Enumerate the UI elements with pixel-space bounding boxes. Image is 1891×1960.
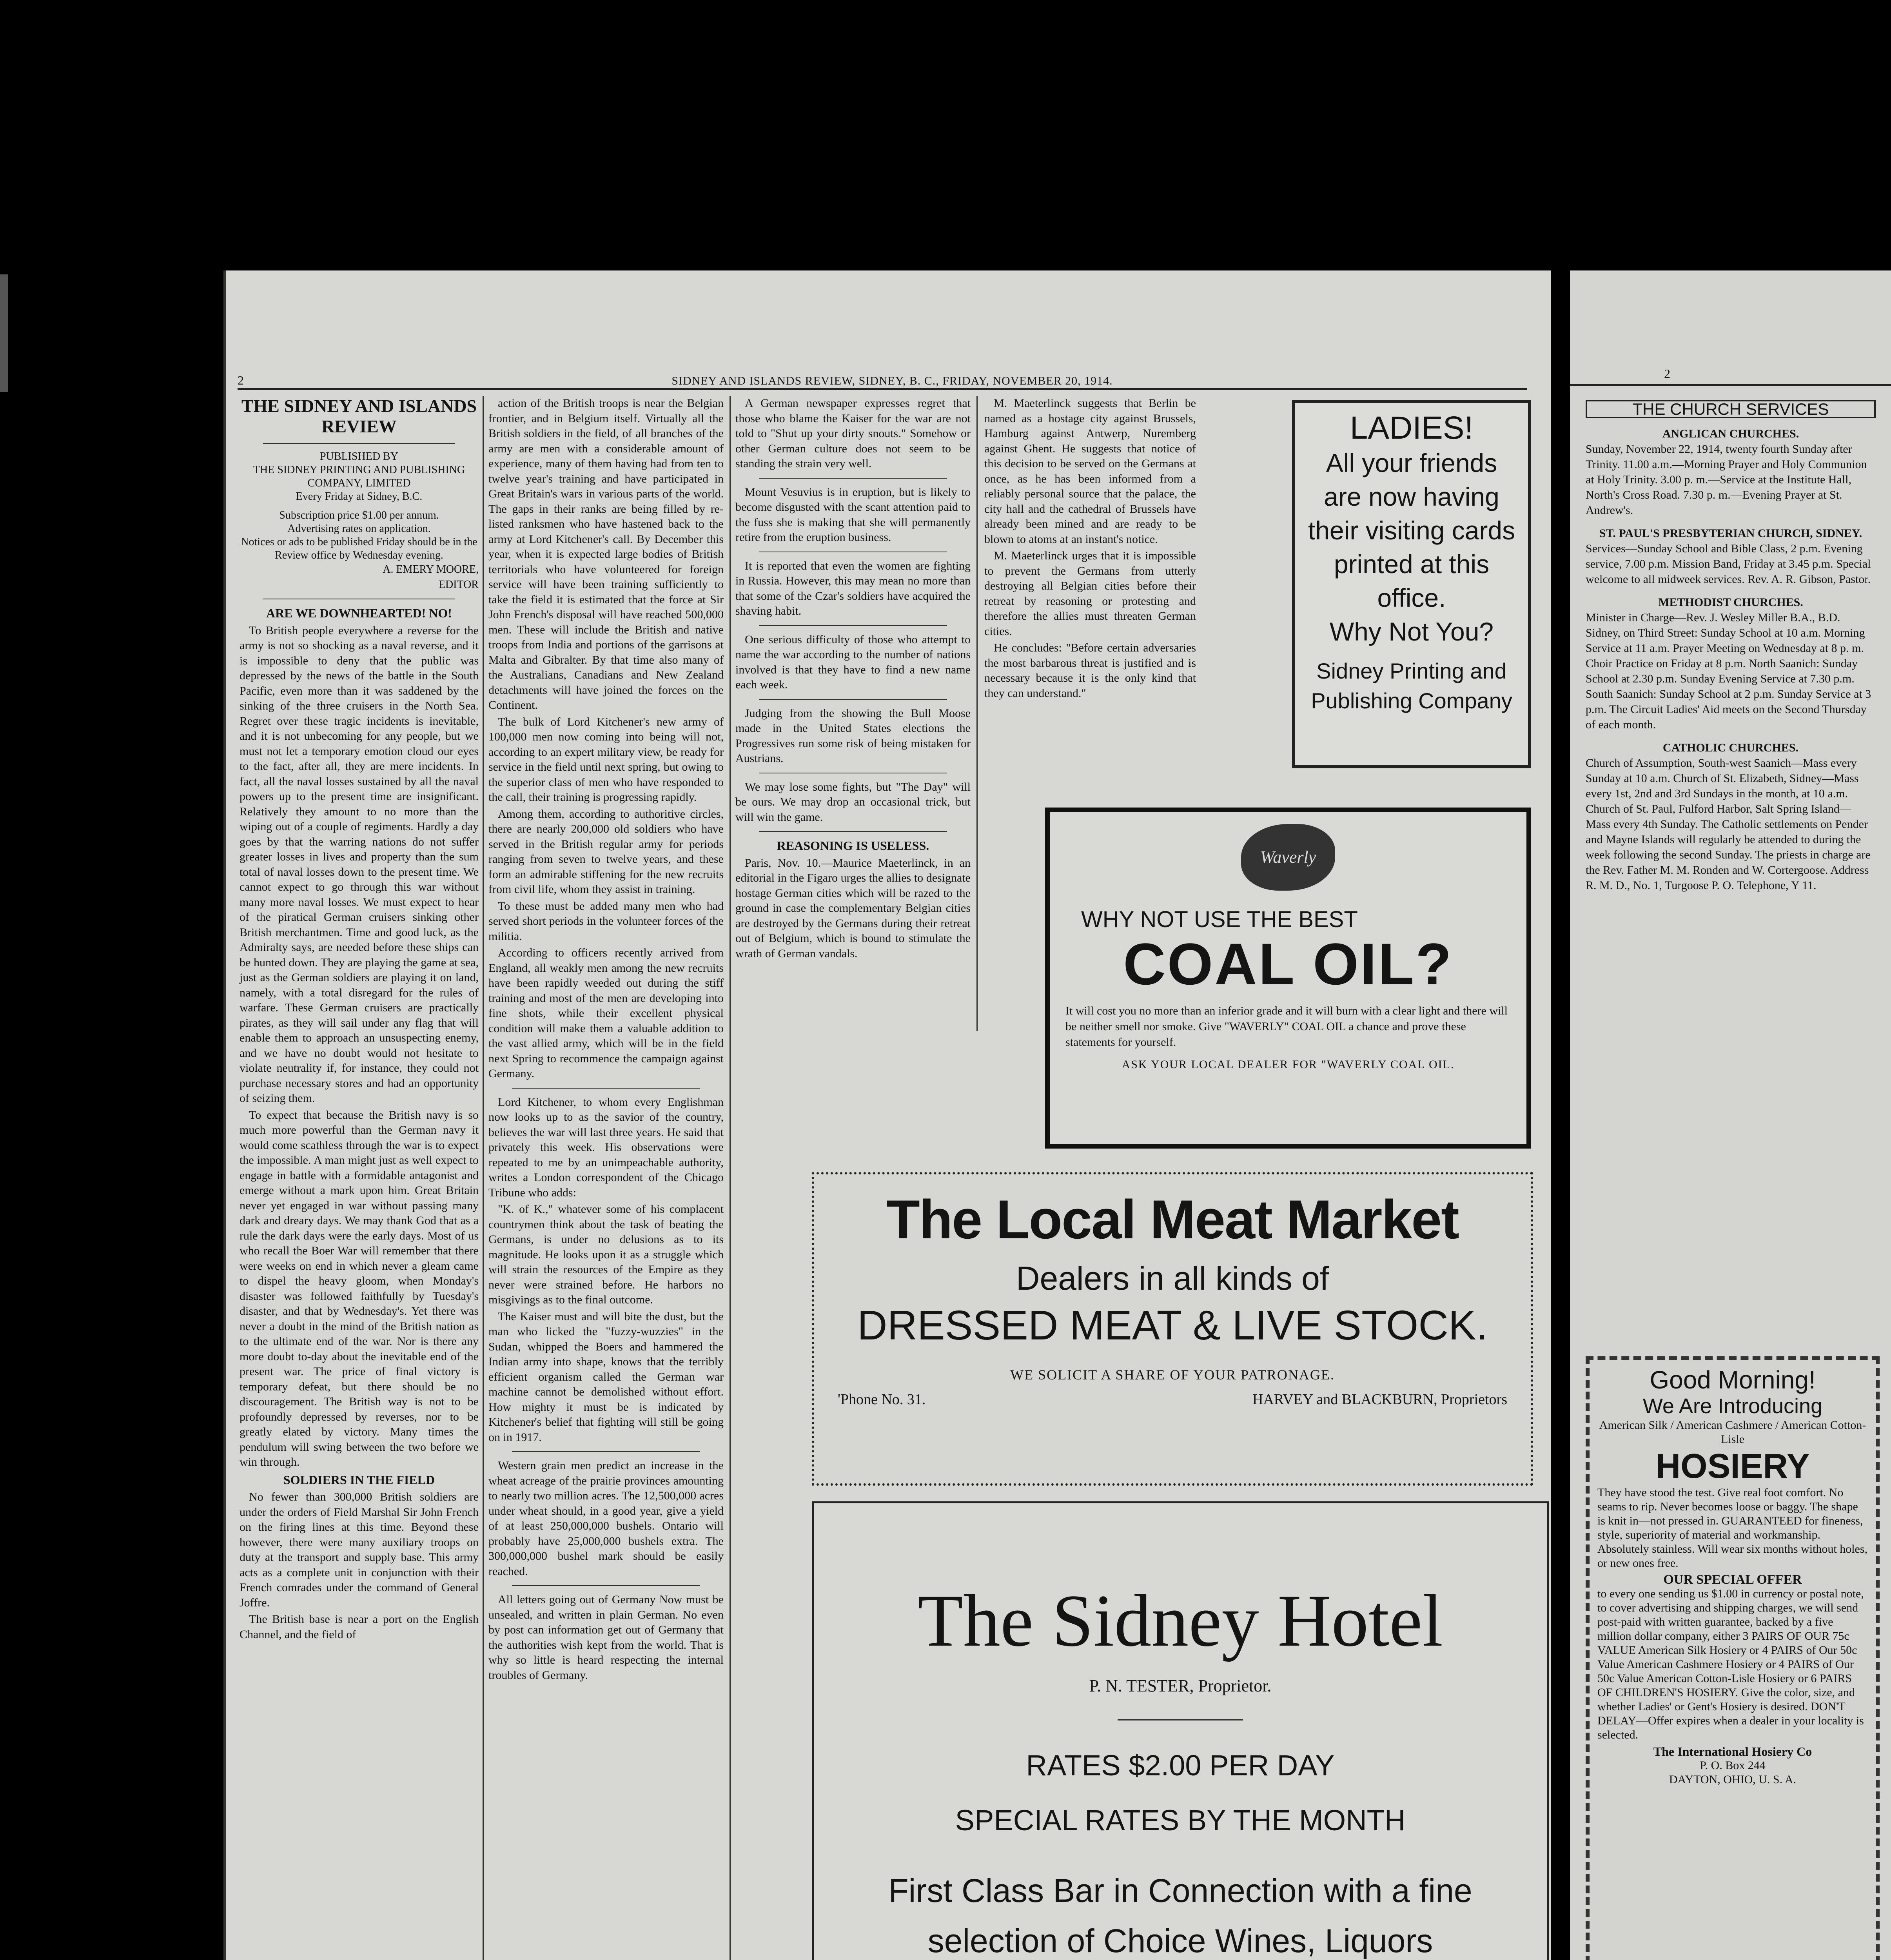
- headline-soldiers: SOLDIERS IN THE FIELD: [283, 1472, 435, 1487]
- waverly-logo: Waverly: [1241, 824, 1335, 891]
- article-paragraph: The bulk of Lord Kitchener's new army of 100,000 men now coming into being will not, according to an expert military view, be ready for service in the field until next spring, but owing to the superior class of men who have responded to the call, their training is progressing rapidly.: [488, 715, 724, 804]
- anglican-heading: ANGLICAN CHURCHES.: [1662, 427, 1799, 440]
- article-paragraph: According to officers recently arrived from England, all weakly men among the new recruits have been rapidly weeded out during the stiff training and most of the men are developing into fine shots, while their excellent physical condition will make them a valuable addition to the vast allied army, which will be in the field next Spring to recommence the campaign against Germany.: [488, 946, 724, 1080]
- hotel-title: The Sidney Hotel: [917, 1580, 1443, 1662]
- article-paragraph: It is reported that even the women are fighting in Russia. However, this may mean no more than that some of the Czar's soldiers have acquired the shaving habit.: [735, 559, 971, 617]
- article-paragraph: No fewer than 300,000 British soldiers are under the orders of Field Marshal Sir John French on the firing lines at this time. Beyond these however, there were many auxiliary troops on duty at the transport and supply base. This army acts as a complete unit in conjunction with their French comrades under the command of General Joffre.: [240, 1490, 479, 1609]
- article-paragraph: Mount Vesuvius is in eruption, but is likely to become disgusted with the scant attention paid to the fuss she is making that she will permanently retire from the eruption business.: [735, 485, 971, 544]
- article-paragraph: To expect that because the British navy is so much more powerful than the German navy it would come scathless through the war is to expect the impossible. A man might just as well expect to engage in battle with a formidable antagonist and emerge without a mark upon him. Great Britain never yet engaged in war without passing many dark and dreary days. We may thank God that as a rule the dark days were the early days. Most of us who recall the Boer War will remember that there were weeks on end in which never a gleam came to dispel the heavy gloom, when Monday's disaster was followed faithfully by Tuesday's disaster, and that by Wednesday's. Yet there was never a doubt in the mind of the British nation as to the ultimate end of the war. Nor is there any more doubt to-day about the inevitable end of the present war. The price of final victory is temporary defeat, but there should be no discouragement. The British way is not to be profoundly depressed by reverses, nor to be greatly elated by victory. Many times the pendulum will swing between the two before we win through.: [240, 1108, 479, 1468]
- newspaper-page: [223, 270, 1551, 1960]
- hosiery-title: HOSIERY: [1655, 1446, 1810, 1485]
- paper-title: THE SIDNEY AND ISLANDS REVIEW: [241, 396, 477, 436]
- coal-ask: ASK YOUR LOCAL DEALER FOR "WAVERLY COAL OIL.: [1122, 1058, 1455, 1071]
- anglican-text: Sunday, November 22, 1914, twenty fourth Sunday after Trinity. 11.00 a.m.—Morning Prayer and Holy Communion at Holy Trinity. 3.00 p. m.—Service at the Institute Hall, North's Cross Road. 7.30 p. m.—Evening Prayer at St. Andrew's.: [1586, 443, 1867, 517]
- article-paragraph: Among them, according to authoritive circles, there are nearly 200,000 old soldiers who have served in the British regular army for periods ranging from seven to twelve years, and these form an admirable stiffening for the new recruits from civil life, whom they assist in training.: [488, 807, 724, 896]
- article-paragraph: Western grain men predict an increase in the wheat acreage of the prairie provinces amounting to nearly two million acres. The 12,500,000 acres under wheat should, in a good year, give a yield of at least 250,000,000 bushels. Ontario will probably have 25,000,000 bushels extra. The 300,000,000 bushel mark should be easily reached.: [488, 1459, 724, 1578]
- sidney-hotel-ad: [812, 1501, 1549, 1960]
- article-paragraph: Judging from the showing the Bull Moose made in the United States elections the Progressives run some risk of being mistaken for Austrians.: [735, 706, 971, 765]
- article-paragraph: The Kaiser must and will bite the dust, but the man who licked the "fuzzy-wuzzies" in the Sudan, whipped the Boers and hammered the Indian army into shape, knows that the terribly efficient organism called the German war machine cannot be demolished without effort. How mighty it must be is indicated by Kitchener's belief that fighting will still be going on in 1917.: [488, 1310, 724, 1444]
- church-heading: THE CHURCH SERVICES: [1586, 400, 1876, 418]
- ad-line: All your friends: [1326, 448, 1497, 477]
- meat-dressed: DRESSED MEAT & LIVE STOCK.: [857, 1302, 1488, 1348]
- ad-line: their visiting cards: [1308, 516, 1515, 545]
- meat-phone: 'Phone No. 31.: [838, 1391, 926, 1408]
- headline-downhearted: ARE WE DOWNHEARTED! NO!: [266, 606, 452, 620]
- hosiery-body: They have stood the test. Give real foot comfort. No seams to rip. Never becomes loose or baggy. The shape is knit in—not pressed in. GUARANTEED for fineness, style, superiority of material and workmanship. Absolutely stainless. Will wear six months without holes, or new ones free.: [1597, 1486, 1868, 1570]
- adjacent-page: [1570, 270, 1891, 1960]
- article-paragraph: We may lose some fights, but "The Day" will be ours. We may drop an occasional trick, but will win the game.: [735, 780, 971, 824]
- coal-body: It will cost you no more than an inferior grade and it will burn with a clear light and there will be neither smell nor smoke. Give "WAVERLY" COAL OIL a chance and prove these statements for yourself.: [1065, 1004, 1508, 1049]
- column-3: [735, 396, 971, 963]
- meat-market-ad: [812, 1172, 1533, 1486]
- article-paragraph: He concludes: "Before certain adversaries the most barbarous threat is justified and is necessary because it is the only kind that they can understand.": [984, 641, 1196, 700]
- hosiery-offer-heading: OUR SPECIAL OFFER: [1663, 1572, 1802, 1587]
- meat-proprietors: HARVEY and BLACKBURN, Proprietors: [1252, 1391, 1507, 1408]
- hosiery-ad: [1586, 1356, 1880, 1960]
- article-paragraph: The British base is near a port on the English Channel, and the field of: [240, 1613, 479, 1641]
- hotel-rates: RATES $2.00 PER DAY: [1026, 1749, 1335, 1782]
- column-1: [240, 396, 479, 1644]
- hosiery-intro: We Are Introducing: [1642, 1394, 1823, 1418]
- masthead-rule: [238, 388, 1527, 390]
- article-paragraph: One serious difficulty of those who attempt to name the war according to the number of nations involved is that they have to find a new name each week.: [735, 633, 971, 691]
- methodist-heading: METHODIST CHURCHES.: [1658, 596, 1803, 609]
- ad-line: printed at this: [1334, 550, 1490, 579]
- article-paragraph: Paris, Nov. 10.—Maurice Maeterlinck, in an editorial in the Figaro urges the allies to designate hostage German cities which will be razed to the ground in case the complementary Belgian cities are destroyed by the Germans during their retreat out of Belgium, which is bound to stimulate the wrath of German vandals.: [735, 856, 971, 960]
- article-paragraph: action of the British troops is near the Belgian frontier, and in Belgium itself. Virtually all the British soldiers in the field, of all branches of the army are men with a considerable amount of experience, many of them having had from ten to twelve year's training and have participated in Great Britain's wars in various parts of the world. The gaps in their ranks are being filled by re-listed ranksmen who have hastened back to the army at Lord Kitchener's call. By December this year, when it is expected large bodies of British territorials who have volunteered for foreign service will have been training sufficiently to take the field it is estimated that the force at Sir John French's disposal will have reached 500,000 men. These will include the British and native troops from India and portions of the garrisons at Malta and Gibralter. By that time also many of the Australians, Canadians and New Zealand detachments will have joined the forces on the Continent.: [488, 397, 724, 711]
- ladies-ad: [1292, 400, 1531, 768]
- presbyterian-text: Services—Sunday School and Bible Class, 2 p.m. Evening service, 7.00 p.m. Mission Band, Friday at 3.45 p.m. Special welcome to all midweek services. Rev. A. R. Gibson, Pastor.: [1586, 542, 1871, 586]
- column-2: [488, 396, 724, 1684]
- page-number: 2: [238, 373, 244, 387]
- meat-title: The Local Meat Market: [886, 1189, 1459, 1250]
- article-paragraph: All letters going out of Germany Now must be unsealed, and written in plain German. No even by post can information get out of Germany that the authorities wish kept from the world. That is why so little is heard respecting the internal troubles of Germany.: [488, 1593, 724, 1682]
- hosiery-offer: to every one sending us $1.00 in currency or postal note, to cover advertising and shipping charges, we will send post-paid with written guarantee, backed by a five million dollar company, either 3 PAIRS OF OUR 75c VALUE American Silk Hosiery or 4 PAIRS of Our 50c Value American Cashmere Hosiery or 4 PAIRS of Our 50c Value American Cotton-Lisle Hosiery or 6 PAIRS OF CHILDREN'S HOSIERY. Give the color, size, and whether Ladies' or Gent's Hosiery is desired. DON'T DELAY—Offer expires when a dealer in your locality is selected.: [1597, 1587, 1864, 1741]
- notice: Notices or ads to be published Friday should be in the Review office by Wednesday evening.: [241, 536, 477, 561]
- ad-line: Sidney Printing and: [1316, 659, 1507, 683]
- page-number: 2: [1664, 367, 1670, 381]
- frequency: Every Friday at Sidney, B.C.: [296, 490, 423, 503]
- hotel-special-rates: SPECIAL RATES BY THE MONTH: [955, 1804, 1406, 1837]
- coal-headline: COAL OIL?: [1123, 931, 1453, 997]
- left-edge: [0, 274, 8, 392]
- hosiery-company: The International Hosiery Co: [1653, 1744, 1812, 1759]
- publisher: THE SIDNEY PRINTING AND PUBLISHING COMPANY, LIMITED: [253, 464, 465, 489]
- hosiery-address: DAYTON, OHIO, U. S. A.: [1669, 1773, 1797, 1786]
- methodist-text: Minister in Charge—Rev. J. Wesley Miller B.A., B.D. Sidney, on Third Street: Sunday School at 10 a.m. Morning Service at 11 a.m. Prayer Meeting on Wednesday at 8 p. m. Choir Practice on Friday at 8 p.m. North Saanich: Sunday School at 2.30 p.m. Sunday Evening Service at 7.30 p.m. South Saanich: Sunday School at 2 p.m. Sunday Service at 3 p.m. The Circuit Ladies' Aid meets on the Second Thursday of each month.: [1586, 611, 1871, 731]
- column-rule: [730, 396, 731, 1960]
- hotel-proprietor: P. N. TESTER, Proprietor.: [1089, 1676, 1272, 1695]
- advertising: Advertising rates on application.: [287, 523, 431, 535]
- article-paragraph: To these must be added many men who had served short periods in the volunteer forces of the militia.: [488, 899, 724, 943]
- column-rule: [483, 396, 484, 1960]
- coal-why: WHY NOT USE THE BEST: [1081, 907, 1358, 932]
- article-paragraph: M. Maeterlinck urges that it is impossible to prevent the Germans from utterly destroying all Belgian cities before their retreat by reasoning or protesting and therefore the allies must threaten German cities.: [984, 549, 1196, 638]
- subscription: Subscription price $1.00 per annum.: [279, 509, 439, 521]
- column-4: [984, 396, 1196, 702]
- church-services-column: [1586, 400, 1876, 893]
- column-rule: [976, 396, 978, 1031]
- presbyterian-heading: ST. PAUL'S PRESBYTERIAN CHURCH, SIDNEY.: [1599, 527, 1862, 540]
- hosiery-greeting: Good Morning!: [1650, 1366, 1816, 1394]
- coal-oil-ad: [1045, 808, 1531, 1149]
- ad-line: are now having: [1324, 482, 1499, 511]
- catholic-heading: CATHOLIC CHURCHES.: [1662, 741, 1799, 754]
- article-paragraph: Lord Kitchener, to whom every Englishman now looks up to as the savior of the country, believes the war will last three years. He said that privately this week. His observations were repeated to me by an unimpeachable authority, writes a London correspondent of the Chicago Tribune who adds:: [488, 1095, 724, 1199]
- published-by: PUBLISHED BY: [320, 450, 398, 463]
- editor-title: EDITOR: [438, 578, 479, 591]
- article-paragraph: M. Maeterlinck suggests that Berlin be named as a hostage city against Brussels, Hamburg against Antwerp, Nuremberg against Ghent. He suggests that notice of this decision to be served on the Germans at once, as he has been informed from a reliably personal source that the palace, the city hall and the cathedral of Brussels have already been mined and are ready to be blown to atoms at an instant's notice.: [984, 397, 1196, 546]
- meat-solicit: WE SOLICIT A SHARE OF YOUR PATRONAGE.: [1010, 1367, 1335, 1383]
- article-paragraph: A German newspaper expresses regret that those who blame the Kaiser for the war are not told to "Shut up your dirty snouts." Somehow or other German culture does not seem to be standing the strain very well.: [735, 397, 971, 470]
- ad-line: office.: [1377, 583, 1446, 612]
- headline-reasoning: REASONING IS USELESS.: [777, 838, 929, 853]
- article-paragraph: To British people everywhere a reverse for the army is not so shocking as a naval reverse, and it is impossible to deny that the public was depressed by the news of the battle in the South Pacific, even more than it was saddened by the sinking of the three cruisers in the North Sea. Regret over these tragic incidents is inevitable, and it is not unbecoming for any people, but we must not let a temporary emotion cloud our eyes to the fact, after all, they are mere incidents. In fact, all the naval losses sustained by all the naval powers up to the present time are insignificant. Relatively they amount to no more than the wiping out of a couple of regiments. Hardly a day goes by that the warring nations do not suffer greater losses in lives and property than the sum total of naval losses down to the present time. We cannot expect to go through this war without many more naval losses. We must expect to hear of the piratical German cruisers sinking other British merchantmen. Time and good luck, as the Admiralty says, are needed before these ships can be hunted down. They are playing the game at sea, just as the German soldiers are playing it on land, namely, with a total disregard for the rules of warfare. These German cruisers are practically pirates, as they will sail under any flag that will enable them to approach an unsuspecting enemy, and we have no doubt would not hesitate to violate neutrality if, for instance, they could not purchase necessary stores and had an opportunity of seizing them.: [240, 624, 479, 1105]
- editor-name: A. EMERY MOORE,: [383, 563, 479, 575]
- hotel-bar: First Class Bar in Connection with a fine: [888, 1872, 1472, 1909]
- hosiery-address: P. O. Box 244: [1700, 1759, 1766, 1772]
- catholic-text: Church of Assumption, South-west Saanich—Mass every Sunday at 10 a.m. Church of St. Elizabeth, Sidney—Mass every 1st, 2nd and 3rd Sundays in the month, at 10 a.m. Church of St. Paul, Fulford Harbor, Salt Spring Island—Mass every 4th Sunday. The Catholic settlements on Pender and Mayne Islands will regularly be attended to during the week following the second Sunday. The priests in charge are the Rev. Father M. M. Ronden and W. Cortergoose. Address R. M. D., No. 1, Turgoose P. O. Telephone, Y 11.: [1586, 757, 1871, 892]
- hosiery-list: American Silk / American Cashmere / American Cotton-Lisle: [1599, 1419, 1866, 1446]
- ad-line: Why Not You?: [1329, 617, 1494, 646]
- ad-line: Publishing Company: [1311, 688, 1512, 713]
- masthead: SIDNEY AND ISLANDS REVIEW, SIDNEY, B. C., FRIDAY, NOVEMBER 20, 1914.: [671, 374, 1113, 387]
- meat-dealers: Dealers in all kinds of: [1016, 1260, 1329, 1297]
- hotel-bar: selection of Choice Wines, Liquors: [927, 1922, 1433, 1959]
- ladies-headline: LADIES!: [1350, 410, 1474, 446]
- article-paragraph: "K. of K.," whatever some of his complacent countrymen think about the task of beating the Germans, is under no delusions as to its magnitude. He looks upon it as a struggle which will strain the resources of the Empire as they never were strained before. He harbors no misgivings as to the final outcome.: [488, 1203, 724, 1306]
